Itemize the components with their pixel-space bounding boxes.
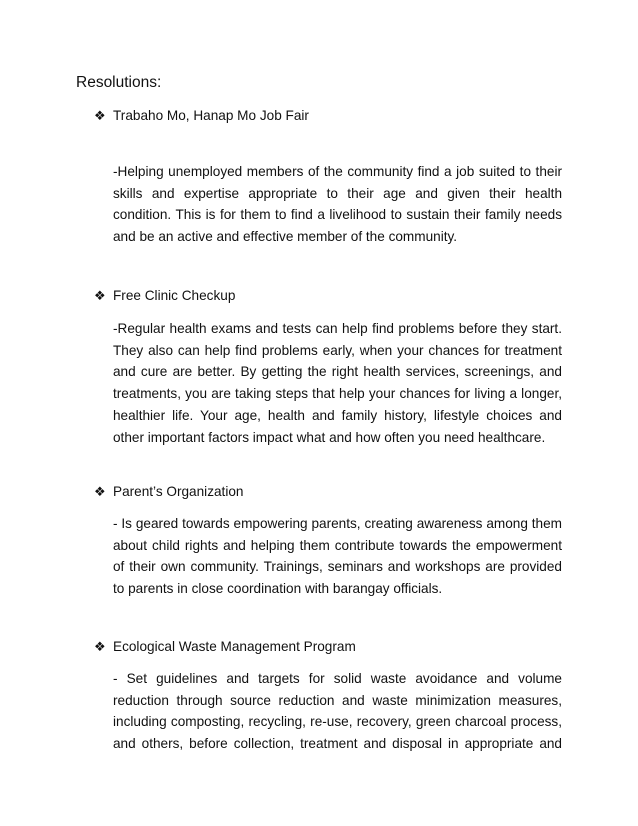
item-title-text: Trabaho Mo, Hanap Mo Job Fair bbox=[113, 108, 309, 123]
section-heading: Resolutions: bbox=[76, 74, 162, 91]
diamond-bullet-icon: ❖ bbox=[94, 484, 106, 499]
item-title-text: Free Clinic Checkup bbox=[113, 288, 236, 303]
diamond-bullet-icon: ❖ bbox=[94, 639, 106, 654]
list-item-title bbox=[94, 482, 243, 502]
item-body-text: -Regular health exams and tests can help find problems before they start. They also can help find problems early, when your chances for treatment and cure are better. By getting the right health services, screenings, and treatments, you are taking steps that help your chances for living a longer, healthier life. Your age, health and family history, lifestyle choices and other important factors impact what and how often you need healthcare. bbox=[113, 321, 562, 445]
item-title-text: Parent’s Organization bbox=[113, 484, 244, 499]
diamond-bullet-icon: ❖ bbox=[94, 108, 106, 123]
item-title-text: Ecological Waste Management Program bbox=[113, 639, 356, 654]
diamond-bullet-icon: ❖ bbox=[94, 288, 106, 303]
item-body-text: -Helping unemployed members of the community find a job suited to their skills and expertise appropriate to their age and given their health condition. This is for them to find a livelihood to sustain their family needs and be an active and effective member of the community. bbox=[113, 164, 562, 245]
list-item-title bbox=[94, 637, 356, 657]
item-body-text: - Set guidelines and targets for solid waste avoidance and volume reduction through source reduction and waste minimization measures, including composting, recycling, re-use, recovery, green charcoal process, and others, before collection, treatment and disposal in appropriate and bbox=[113, 671, 562, 752]
list-item-title bbox=[94, 286, 235, 306]
list-item-title bbox=[94, 106, 309, 126]
item-body-text: - Is geared towards empowering parents, creating awareness among them about child rights and helping them contribute towards the empowerment of their own community. Trainings, seminars and workshops are provided to parents in close coordination with barangay officials. bbox=[113, 516, 562, 597]
